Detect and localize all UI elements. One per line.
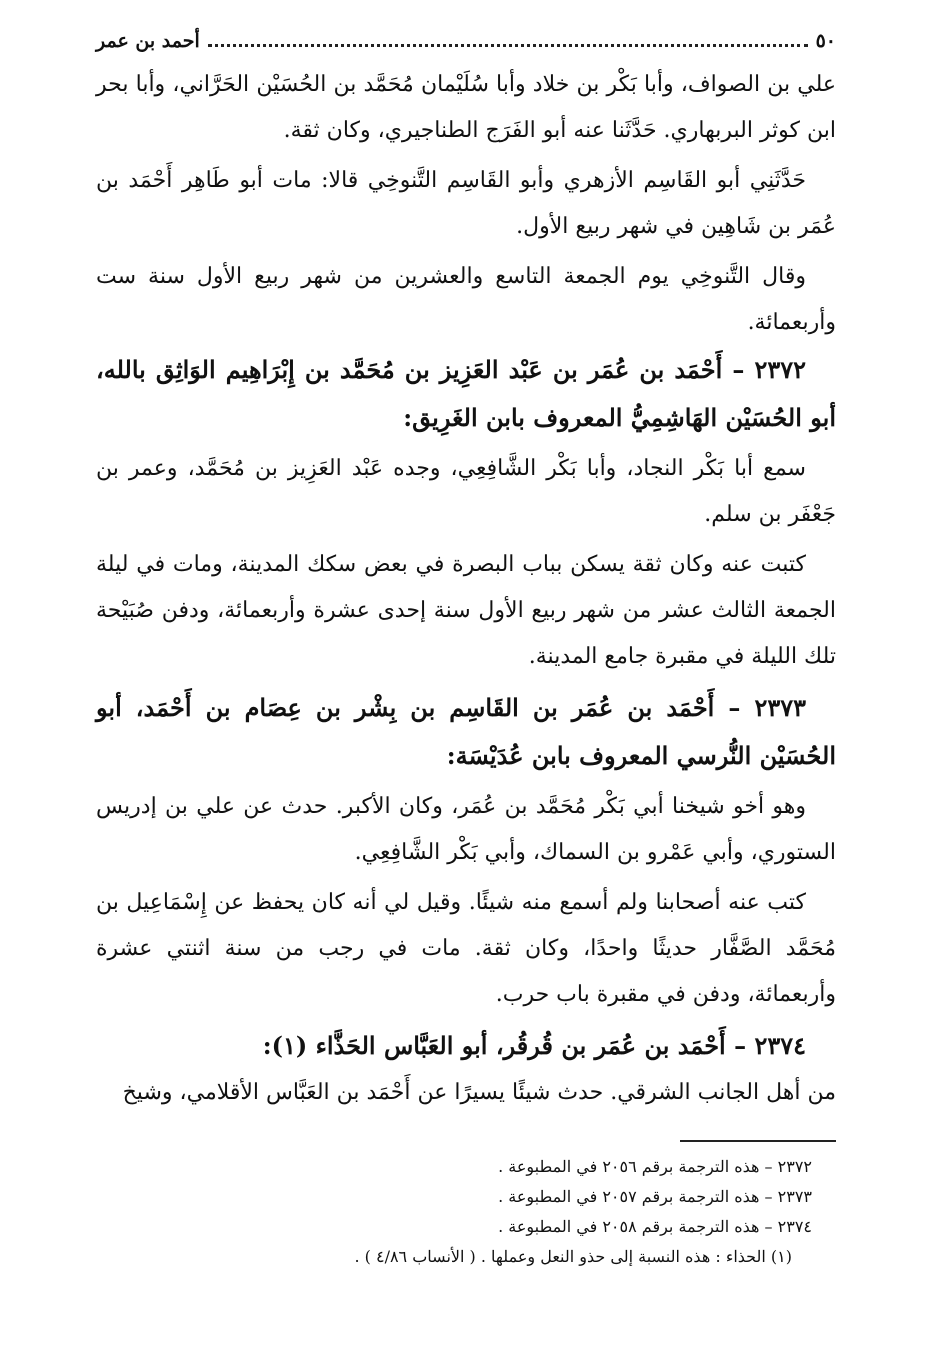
running-header: [96, 30, 836, 62]
footnote-2373: ٢٣٧٣ – هذه الترجمة برقم ٢٠٥٧ في المطبوعة .: [498, 1187, 812, 1206]
footnote-2374: ٢٣٧٤ – هذه الترجمة برقم ٢٠٥٨ في المطبوعة .: [498, 1217, 812, 1236]
paragraph-1: علي بن الصواف، وأبا بَكْر بن خلاد وأبا سُلَيْمان مُحَمَّد بن الحُسَيْن الحَرَّاني، وأبا بحر ابن كوثر البربهاري. حَدَّثَنا عنه أبو الفَرَج الطناجيري، وكان ثقة.: [96, 72, 836, 143]
running-title: أحمد بن عمر: [96, 30, 200, 52]
footnote-1: (١) الحذاء : هذه النسبة إلى حذو النعل وعملها . ( الأنساب ٤/٨٦ ) .: [354, 1247, 792, 1266]
paragraph-5: كتبت عنه وكان ثقة يسكن بباب البصرة في بعض سكك المدينة، ومات في ليلة الجمعة الثالث عشر من شهر ربيع الأول سنة إحدى عشرة وأربعمائة، ودفن صُبَيْحة تلك الليلة في مقبرة جامع المدينة.: [96, 552, 836, 669]
book-page: [96, 30, 836, 1330]
page-number: ٥٠: [815, 30, 836, 52]
paragraph-7: كتب عنه أصحابنا ولم أسمع منه شيئًا. وقيل لي أنه كان يحفظ عن إِسْمَاعِيل بن مُحَمَّد الصَّفَّار حديثًا واحدًا، وكان ثقة. مات في رجب من سنة اثنتي عشرة وأربعمائة، ودفن في مقبرة باب حرب.: [96, 890, 836, 1007]
leader-dots: [208, 44, 808, 47]
paragraph-4: سمع أبا بَكْر النجاد، وأبا بَكْر الشَّافِعِي، وجده عَبْد العَزِيز بن مُحَمَّد، وعمر بن جَعْفَر بن سلم.: [96, 456, 836, 527]
entry-heading-2373: ٢٣٧٣ – أَحْمَد بن عُمَر بن القَاسِم بن بِشْر بن عِصَام بن أَحْمَد، أبو الحُسَيْن النُّرسي المعروف بابن عُدَيْسَة:: [96, 693, 836, 770]
paragraph-3: وقال التَّنوخِي يوم الجمعة التاسع والعشرين من شهر ربيع الأول سنة ست وأربعمائة.: [96, 264, 836, 335]
paragraph-8: من أهل الجانب الشرقي. حدث شيئًا يسيرًا عن أَحْمَد بن العَبَّاس الأقلامي، وشيخ: [122, 1080, 836, 1105]
entry-heading-2372: ٢٣٧٢ – أَحْمَد بن عُمَر بن عَبْد العَزِيز بن مُحَمَّد بن إِبْرَاهِيم الوَاثِق بالله، أبو الحُسَيْن الهَاشِمِيُّ المعروف بابن الغَرِيق:: [96, 355, 836, 432]
paragraph-6: وهو أخو شيخنا أبي بَكْر مُحَمَّد بن عُمَر، وكان الأكبر. حدث عن علي بن إدريس الستوري، وأبي عَمْرو بن السماك، وأبي بَكْر الشَّافِعِي.: [96, 794, 836, 865]
footnote-2372: ٢٣٧٢ – هذه الترجمة برقم ٢٠٥٦ في المطبوعة .: [498, 1157, 812, 1176]
footnote-separator: [680, 1140, 836, 1142]
paragraph-2: حَدَّثَنِي أبو القَاسِم الأزهري وأبو القَاسِم التَّنوخِي قالا: مات أبو طَاهِر أَحْمَد بن عُمَر بن شَاهِين في شهر ربيع الأول.: [96, 168, 836, 239]
entry-heading-2374: ٢٣٧٤ – أَحْمَد بن عُمَر بن قُرقُر، أبو العَبَّاس الحَذَّاء (١):: [262, 1031, 806, 1060]
